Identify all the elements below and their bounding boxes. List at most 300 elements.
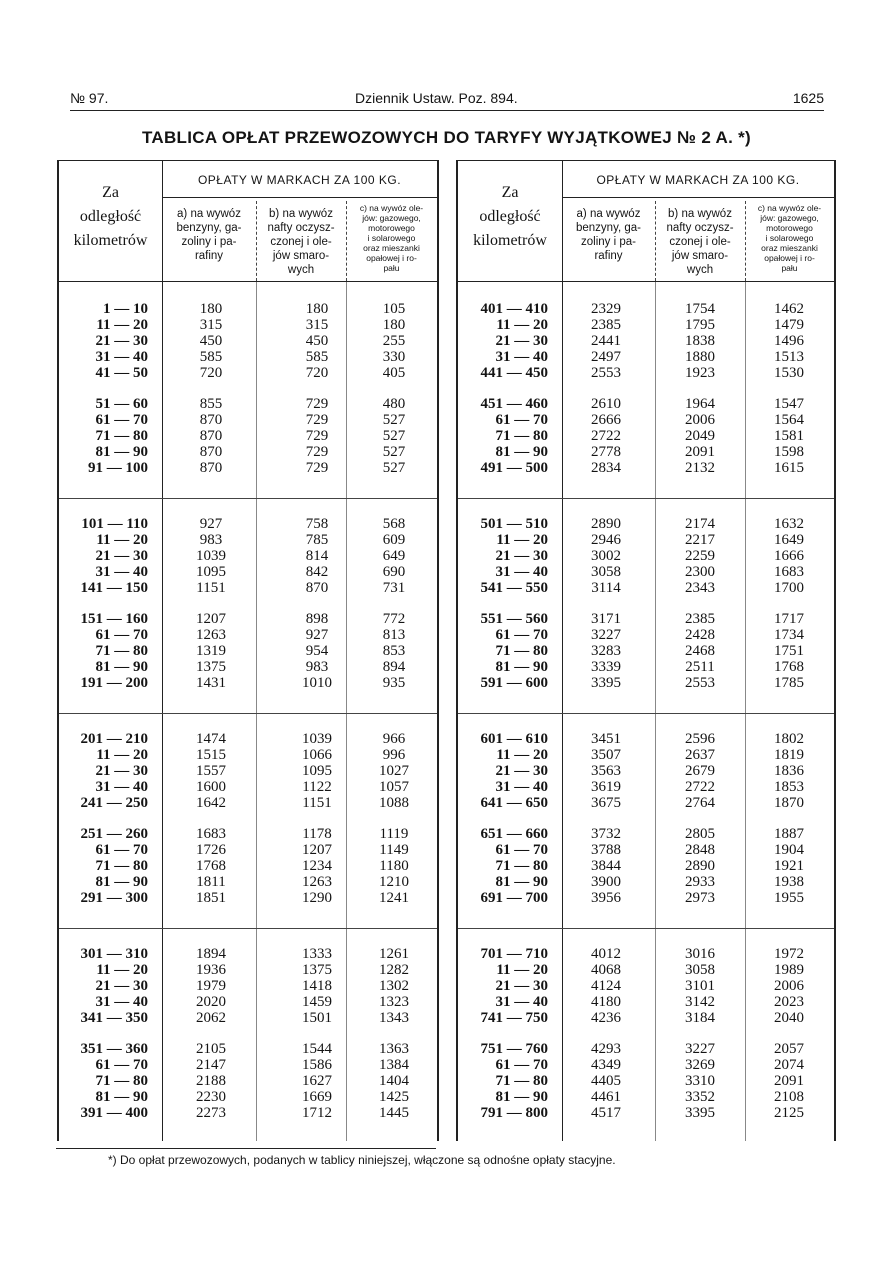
distance-range: 61 — 70 [495, 412, 548, 428]
table-row [59, 580, 437, 596]
za-label: Za [102, 184, 119, 201]
distance-range: 191 — 200 [80, 675, 148, 691]
fee-a: 2020 [196, 994, 226, 1010]
fee-a: 3675 [591, 795, 621, 811]
fee-b: 2385 [685, 611, 715, 627]
table-row [458, 643, 834, 659]
fee-a: 2385 [591, 317, 621, 333]
distance-range: 71 — 80 [495, 643, 548, 659]
fee-b: 785 [305, 532, 329, 548]
distance-range: 31 — 40 [495, 564, 548, 580]
fee-a: 870 [199, 460, 223, 476]
fee-c: 1282 [379, 962, 409, 978]
table-row [458, 842, 834, 858]
fee-b: 180 [305, 301, 329, 317]
fee-c: 1343 [379, 1010, 409, 1026]
distance-range: 741 — 750 [480, 1010, 548, 1026]
column-b-heading-line: czonej i ole- [669, 236, 731, 248]
fee-c: 1870 [774, 795, 804, 811]
fee-a: 4012 [591, 946, 621, 962]
fee-c: 1938 [774, 874, 804, 890]
page-number: 1625 [792, 90, 824, 106]
fee-b: 2679 [685, 763, 715, 779]
fee-b: 729 [305, 460, 329, 476]
distance-range: 551 — 560 [480, 611, 548, 627]
fee-b: 1333 [302, 946, 332, 962]
fee-b: 2933 [685, 874, 715, 890]
fee-c: 1581 [774, 428, 804, 444]
fee-b: 2553 [685, 675, 715, 691]
fee-c: 1241 [379, 890, 409, 906]
fee-b: 1795 [685, 317, 715, 333]
fee-c: 1819 [774, 747, 804, 763]
fee-c: 1853 [774, 779, 804, 795]
fee-a: 2890 [591, 516, 621, 532]
distance-range: 21 — 30 [495, 763, 548, 779]
table-row [59, 428, 437, 444]
fee-b: 1066 [302, 747, 332, 763]
fee-a: 2610 [591, 396, 621, 412]
column-c-heading-line: jów: gazowego, [362, 213, 421, 223]
fee-b: 1964 [685, 396, 715, 412]
fee-c: 1564 [774, 412, 804, 428]
table-row [458, 548, 834, 564]
table-row [458, 962, 834, 978]
distance-range: 451 — 460 [480, 396, 548, 412]
table-row [458, 1041, 834, 1057]
fee-b: 1544 [302, 1041, 332, 1057]
fee-a: 870 [199, 444, 223, 460]
fee-c: 1513 [774, 349, 804, 365]
fee-a: 3002 [591, 548, 621, 564]
table-row [59, 1105, 437, 1121]
table-row [458, 333, 834, 349]
distance-range: 11 — 20 [96, 747, 148, 763]
column-c-heading-line: jów: gazowego, [760, 213, 819, 223]
fee-b: 2973 [685, 890, 715, 906]
table-row [458, 795, 834, 811]
table-row [458, 627, 834, 643]
table-row [59, 731, 437, 747]
table-row [458, 890, 834, 906]
table-row [59, 890, 437, 906]
table-row [59, 460, 437, 476]
fee-b: 2890 [685, 858, 715, 874]
fee-b: 2596 [685, 731, 715, 747]
fee-b: 2259 [685, 548, 715, 564]
fee-a: 2147 [196, 1057, 226, 1073]
fee-b: 3184 [685, 1010, 715, 1026]
column-c-heading-line: i solarowego [367, 233, 416, 243]
fee-a: 2441 [591, 333, 621, 349]
table-row [59, 763, 437, 779]
distance-range: 201 — 210 [80, 731, 148, 747]
fee-a: 3563 [591, 763, 621, 779]
distance-range: 71 — 80 [95, 1073, 148, 1089]
fee-c: 609 [382, 532, 406, 548]
fee-c: 180 [382, 317, 406, 333]
fee-a: 4068 [591, 962, 621, 978]
column-b-heading-line: jów smaro- [272, 250, 330, 262]
table-row [458, 611, 834, 627]
fee-c: 568 [382, 516, 406, 532]
fee-c: 2125 [774, 1105, 804, 1121]
table-row [458, 1105, 834, 1121]
fee-b: 2764 [685, 795, 715, 811]
fee-b: 1178 [302, 826, 332, 842]
header-rule [458, 281, 834, 282]
fee-c: 1666 [774, 548, 804, 564]
fee-b: 3142 [685, 994, 715, 1010]
fee-a: 4349 [591, 1057, 621, 1073]
column-divider-dashed [745, 201, 746, 281]
fee-b: 585 [305, 349, 329, 365]
fee-c: 2057 [774, 1041, 804, 1057]
fee-a: 4236 [591, 1010, 621, 1026]
fee-a: 4180 [591, 994, 621, 1010]
fee-c: 1785 [774, 675, 804, 691]
fee-c: 772 [382, 611, 406, 627]
section-rule [59, 498, 437, 499]
table-row [59, 1057, 437, 1073]
column-b-heading-line: nafty oczysz- [666, 222, 734, 234]
table-row [458, 747, 834, 763]
fee-b: 842 [305, 564, 329, 580]
table-row [458, 396, 834, 412]
table-row [458, 826, 834, 842]
table-row [59, 412, 437, 428]
fee-a: 4124 [591, 978, 621, 994]
table-row [59, 994, 437, 1010]
column-b-heading-line: jów smaro- [671, 250, 729, 262]
fee-a: 2722 [591, 428, 621, 444]
fee-b: 729 [305, 412, 329, 428]
table-row [59, 946, 437, 962]
fee-a: 2497 [591, 349, 621, 365]
fee-b: 954 [305, 643, 329, 659]
table-row [458, 516, 834, 532]
table-row [59, 747, 437, 763]
fee-c: 1802 [774, 731, 804, 747]
distance-range: 11 — 20 [96, 532, 148, 548]
table-row [458, 675, 834, 691]
table-row [59, 659, 437, 675]
distance-range: 541 — 550 [480, 580, 548, 596]
fee-c: 527 [382, 460, 406, 476]
fee-a: 1375 [196, 659, 226, 675]
fee-b: 1923 [685, 365, 715, 381]
fee-b: 1501 [302, 1010, 332, 1026]
fee-b: 1375 [302, 962, 332, 978]
fee-a: 1515 [196, 747, 226, 763]
distance-range: 61 — 70 [495, 1057, 548, 1073]
fee-b: 729 [305, 428, 329, 444]
fee-b: 1151 [302, 795, 332, 811]
fee-b: 2848 [685, 842, 715, 858]
fee-c: 2091 [774, 1073, 804, 1089]
distance-range: 401 — 410 [480, 301, 548, 317]
fee-c: 480 [382, 396, 406, 412]
distance-range: 651 — 660 [480, 826, 548, 842]
column-c-heading [747, 203, 832, 273]
distance-range: 441 — 450 [480, 365, 548, 381]
fee-a: 1936 [196, 962, 226, 978]
fee-b: 3227 [685, 1041, 715, 1057]
table-row [59, 1041, 437, 1057]
fee-b: 2217 [685, 532, 715, 548]
fee-b: 2174 [685, 516, 715, 532]
issue-number: № 97. [70, 90, 109, 106]
distance-range: 491 — 500 [480, 460, 548, 476]
fee-c: 1632 [774, 516, 804, 532]
section-rule [458, 498, 834, 499]
table-row [59, 317, 437, 333]
distance-range: 61 — 70 [495, 627, 548, 643]
distance-range: 351 — 360 [80, 1041, 148, 1057]
fee-a: 3900 [591, 874, 621, 890]
table-title: TABLICA OPŁAT PRZEWOZOWYCH DO TARYFY WYJĄTKOWEJ № 2 A. *) [141, 128, 751, 147]
fee-c: 1751 [774, 643, 804, 659]
fee-b: 2300 [685, 564, 715, 580]
column-a-heading-line: zoliny i pa- [581, 236, 636, 248]
distance-range: 391 — 400 [80, 1105, 148, 1121]
fee-a: 2553 [591, 365, 621, 381]
distance-range: 81 — 90 [95, 444, 148, 460]
table-row [458, 1057, 834, 1073]
fee-b: 1669 [302, 1089, 332, 1105]
fee-a: 1039 [196, 548, 226, 564]
distance-range: 81 — 90 [495, 874, 548, 890]
distance-range: 31 — 40 [95, 564, 148, 580]
fee-b: 898 [305, 611, 329, 627]
fee-a: 3283 [591, 643, 621, 659]
table-row [59, 826, 437, 842]
header-rule [59, 281, 437, 282]
fee-c: 527 [382, 412, 406, 428]
fee-c: 2023 [774, 994, 804, 1010]
distance-range: 41 — 50 [95, 365, 148, 381]
distance-range: 291 — 300 [80, 890, 148, 906]
fee-c: 1057 [379, 779, 409, 795]
fee-c: 690 [382, 564, 406, 580]
table-row [458, 532, 834, 548]
fee-c: 1547 [774, 396, 804, 412]
fee-a: 983 [199, 532, 223, 548]
fee-a: 1095 [196, 564, 226, 580]
odleglosc-label: odległość [79, 208, 142, 225]
fee-b: 3058 [685, 962, 715, 978]
fee-a: 870 [199, 428, 223, 444]
distance-range: 21 — 30 [495, 978, 548, 994]
column-divider-dashed [346, 201, 347, 281]
fee-c: 649 [382, 548, 406, 564]
distance-range: 61 — 70 [95, 1057, 148, 1073]
table-row [59, 301, 437, 317]
column-c-heading-line: oraz mieszanki [363, 243, 420, 253]
table-row [59, 795, 437, 811]
column-b-heading-line: nafty oczysz- [267, 222, 335, 234]
fee-a: 1474 [196, 731, 226, 747]
distance-range: 31 — 40 [95, 994, 148, 1010]
table-row [59, 627, 437, 643]
fee-b: 1207 [302, 842, 332, 858]
fee-c: 1887 [774, 826, 804, 842]
distance-range: 101 — 110 [81, 516, 148, 532]
fee-b: 2343 [685, 580, 715, 596]
fee-a: 2188 [196, 1073, 226, 1089]
fee-b: 2468 [685, 643, 715, 659]
fee-a: 1768 [196, 858, 226, 874]
table-row [59, 1010, 437, 1026]
fee-a: 2230 [196, 1089, 226, 1105]
distance-range: 241 — 250 [80, 795, 148, 811]
column-c-heading-line: c) na wywóz ole- [757, 203, 822, 213]
column-b-heading-line: wych [287, 264, 315, 276]
distance-range: 71 — 80 [495, 428, 548, 444]
fee-a: 1151 [196, 580, 226, 596]
fee-b: 2091 [685, 444, 715, 460]
fee-b: 1234 [302, 858, 332, 874]
distance-range: 71 — 80 [495, 858, 548, 874]
table-row [59, 962, 437, 978]
table-row [458, 1073, 834, 1089]
journal-title: Dziennik Ustaw. Poz. 894. [355, 90, 518, 106]
fee-a: 1894 [196, 946, 226, 962]
table-row [59, 516, 437, 532]
fee-c: 1384 [379, 1057, 409, 1073]
distance-range: 71 — 80 [95, 428, 148, 444]
footnote: *) Do opłat przewozowych, podanych w tablicy niniejszej, włączone są odnośne opłaty stacyjne. [108, 1153, 616, 1167]
fee-c: 1027 [379, 763, 409, 779]
table-row [59, 365, 437, 381]
table-row [59, 333, 437, 349]
column-b-heading-line: b) na wywóz [668, 208, 732, 220]
fee-c: 1955 [774, 890, 804, 906]
fee-a: 3844 [591, 858, 621, 874]
fee-a: 180 [199, 301, 223, 317]
distance-range: 91 — 100 [88, 460, 148, 476]
section-rule [458, 928, 834, 929]
fee-b: 1290 [302, 890, 332, 906]
fee-c: 1425 [379, 1089, 409, 1105]
fee-a: 2273 [196, 1105, 226, 1121]
distance-range: 141 — 150 [80, 580, 148, 596]
table-row [458, 1089, 834, 1105]
fee-b: 729 [305, 396, 329, 412]
fee-a: 3058 [591, 564, 621, 580]
fee-c: 813 [382, 627, 406, 643]
fee-c: 1921 [774, 858, 804, 874]
distance-range: 301 — 310 [80, 946, 148, 962]
fee-a: 2062 [196, 1010, 226, 1026]
distance-range: 641 — 650 [480, 795, 548, 811]
fee-c: 2006 [774, 978, 804, 994]
distance-range: 31 — 40 [95, 349, 148, 365]
table-row [59, 349, 437, 365]
fee-a: 4517 [591, 1105, 621, 1121]
fee-a: 1811 [196, 874, 226, 890]
fee-b: 1095 [302, 763, 332, 779]
fees-heading: OPŁATY W MARKACH ZA 100 KG. [596, 173, 800, 187]
distance-range: 61 — 70 [95, 842, 148, 858]
fee-c: 1149 [379, 842, 409, 858]
fee-a: 1319 [196, 643, 226, 659]
section-rule [59, 928, 437, 929]
fee-b: 450 [305, 333, 329, 349]
column-a-heading-line: a) na wywóz [576, 208, 641, 220]
column-c-heading-line: i solarowego [765, 233, 814, 243]
table-row [59, 396, 437, 412]
distance-range: 21 — 30 [95, 763, 148, 779]
distance-range: 81 — 90 [495, 659, 548, 675]
fee-b: 1627 [302, 1073, 332, 1089]
fee-b: 927 [305, 627, 329, 643]
fee-a: 2778 [591, 444, 621, 460]
distance-range: 691 — 700 [480, 890, 548, 906]
fee-a: 2329 [591, 301, 621, 317]
fee-b: 3101 [685, 978, 715, 994]
table-row [59, 444, 437, 460]
fee-a: 1207 [196, 611, 226, 627]
fee-c: 1717 [774, 611, 804, 627]
fee-c: 330 [382, 349, 406, 365]
fee-c: 1836 [774, 763, 804, 779]
table-row [458, 731, 834, 747]
fee-a: 2946 [591, 532, 621, 548]
fee-c: 105 [382, 301, 406, 317]
header-rule [162, 197, 437, 198]
table-row [458, 978, 834, 994]
distance-range: 701 — 710 [480, 946, 548, 962]
fee-c: 1904 [774, 842, 804, 858]
distance-range: 11 — 20 [96, 317, 148, 333]
odleglosc-label: odległość [479, 208, 541, 225]
fee-b: 315 [305, 317, 329, 333]
fee-c: 1363 [379, 1041, 409, 1057]
distance-range: 61 — 70 [95, 627, 148, 643]
fee-c: 1598 [774, 444, 804, 460]
column-a-heading-line: benzyny, ga- [176, 222, 242, 234]
fee-a: 3507 [591, 747, 621, 763]
table-row [59, 1073, 437, 1089]
column-b-heading-line: b) na wywóz [269, 208, 333, 220]
fee-b: 1010 [302, 675, 332, 691]
fee-c: 1768 [774, 659, 804, 675]
kilometrow-label: kilometrów [73, 232, 148, 249]
fee-a: 3171 [591, 611, 621, 627]
table-row [458, 301, 834, 317]
distance-range: 21 — 30 [95, 333, 148, 349]
fee-a: 855 [199, 396, 223, 412]
fee-a: 1683 [196, 826, 226, 842]
distance-range: 81 — 90 [495, 1089, 548, 1105]
fee-c: 1649 [774, 532, 804, 548]
fee-b: 2511 [685, 659, 715, 675]
section-rule [458, 713, 834, 714]
fee-a: 2834 [591, 460, 621, 476]
fee-b: 2637 [685, 747, 715, 763]
fee-a: 1642 [196, 795, 226, 811]
fee-c: 1462 [774, 301, 804, 317]
footnote-rule [56, 1148, 436, 1149]
table-row [458, 1010, 834, 1026]
column-a-heading-line: a) na wywóz [177, 208, 241, 220]
fee-b: 1712 [302, 1105, 332, 1121]
fee-c: 1530 [774, 365, 804, 381]
column-c-heading-line: opałowej i ro- [764, 253, 815, 263]
fee-c: 1615 [774, 460, 804, 476]
distance-range: 601 — 610 [480, 731, 548, 747]
